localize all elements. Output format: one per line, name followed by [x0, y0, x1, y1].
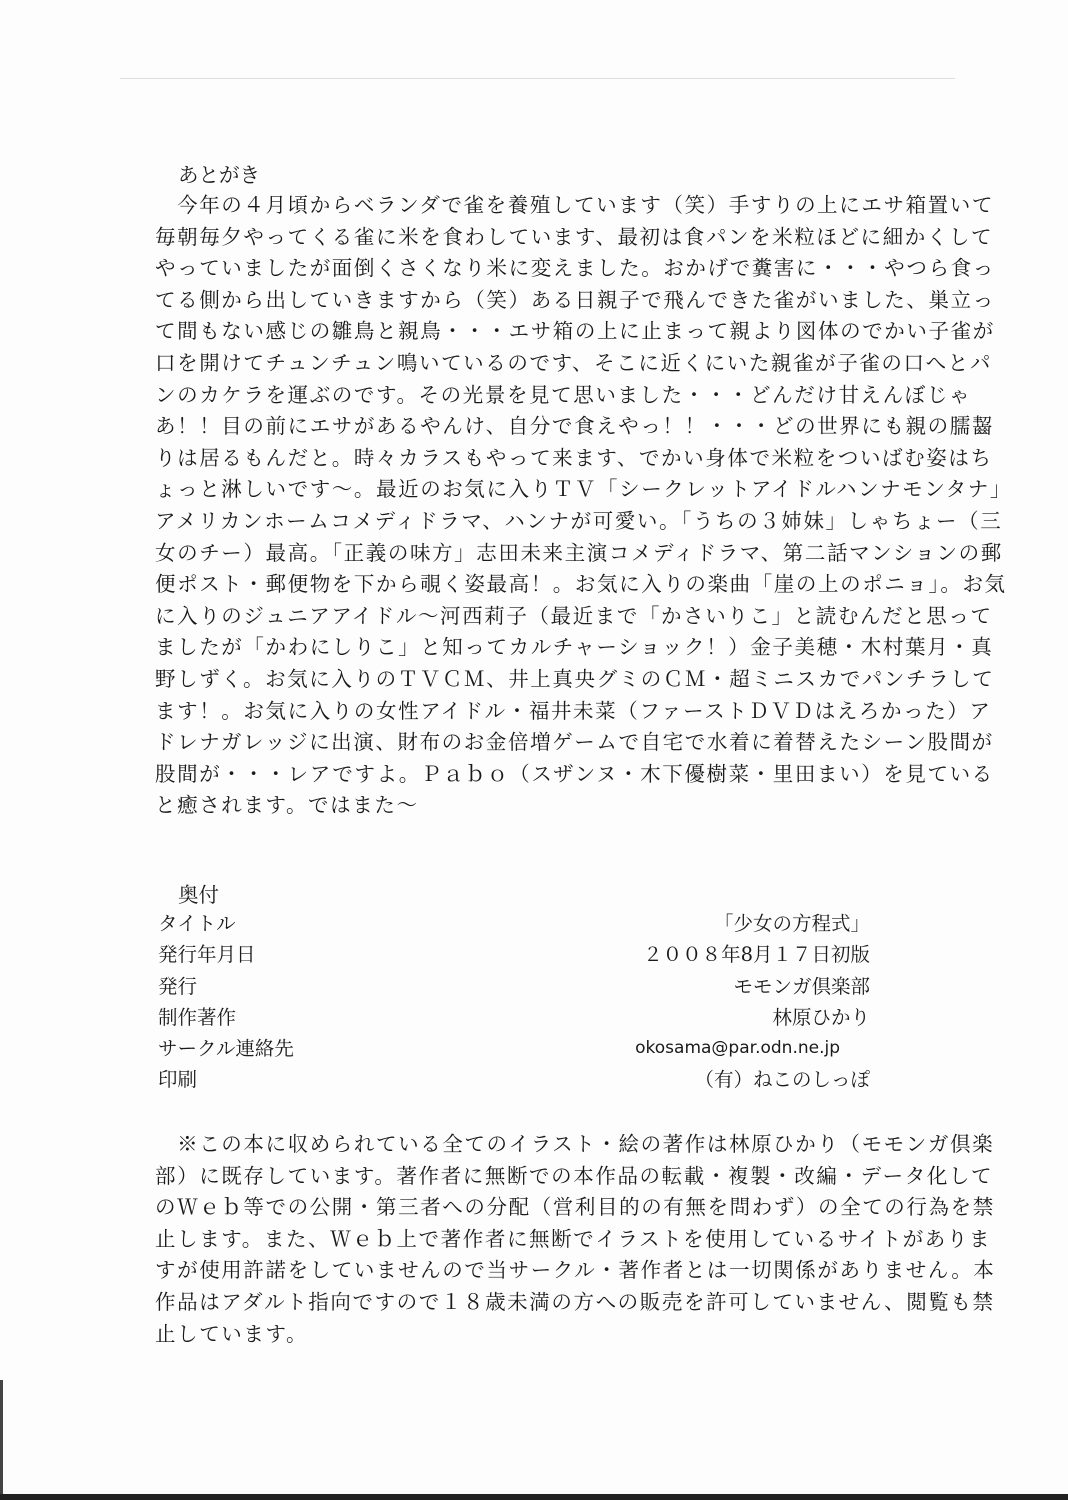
text-line: ドレナガレッジに出演、財布のお金倍増ゲームで自宅で水着に着替えたシーン股間が	[155, 730, 994, 755]
text-line: 女のチー）最高。「正義の味方」志田未来主演コメディドラマ、第二話マンションの郵	[155, 540, 1003, 565]
scan-edge-bottom	[0, 1494, 1068, 1500]
text-line: アメリカンホームコメディドラマ、ハンナが可愛い。「うちの３姉妹」しゃちょー（三	[155, 508, 1003, 533]
colophon-row	[158, 1033, 870, 1064]
text-line: 股間が・・・レアですよ。Ｐａｂｏ（スザンヌ・木下優樹菜・里田まい）を見ている	[155, 761, 994, 786]
copyright-notice	[155, 1129, 996, 1350]
afterword-title: あとがき	[178, 163, 260, 187]
colophon-label: 発行	[158, 974, 198, 998]
text-line: 止します。また、Ｗｅｂ上で著作者に無断でイラストを使用しているサイトがありま	[155, 1226, 992, 1251]
afterword-body	[155, 190, 1012, 822]
text-line: 今年の４月頃からベランダで雀を養殖しています（笑）手すりの上にエサ箱置いて	[155, 193, 994, 217]
text-line: て間もない感じの雛鳥と親鳥・・・エサ箱の上に止まって親より図体のでかい子雀が	[155, 319, 995, 344]
text-line: 部）に既存しています。著作者に無断での本作品の転載・複製・改編・データ化して	[155, 1163, 994, 1188]
colophon-row	[158, 908, 870, 939]
text-line: のＷｅｂ等での公開・第三者への分配（営利目的の有無を問わず）の全ての行為を禁	[155, 1195, 995, 1220]
colophon-label: タイトル	[158, 912, 236, 935]
top-divider	[120, 78, 955, 79]
text-line: と癒されます。ではまた～	[155, 793, 419, 818]
text-line: あ！！目の前にエサがあるやんけ、自分で食えやっ！！・・・どの世界にも親の臑齧	[155, 414, 994, 439]
text-line: 作品はアダルト指向ですので１８歳未満の方への販売を許可していません、閲覧も禁	[155, 1289, 995, 1314]
text-line: ましたが「かわにしりこ」と知ってカルチャーショック！）金子美穂・木村葉月・真	[155, 635, 994, 660]
text-line: てる側から出していきますから（笑）ある日親子で飛んできた雀がいました、巣立っ	[155, 287, 995, 312]
colophon-label: 制作著作	[158, 1005, 237, 1029]
colophon-value: okosama@par.odn.ne.jp	[635, 1038, 840, 1059]
text-line: 口を開けてチュンチュン鳴いているのです、そこに近くにいた親雀が子雀の口へとパ	[155, 350, 992, 375]
text-line: に入りのジュニアアイドル～河西莉子（最近まで「かさいりこ」と読むんだと思って	[155, 603, 993, 628]
colophon-title: 奥付	[178, 883, 219, 907]
text-line: 便ポスト・郵便物を下から覗く姿最高！。お気に入りの楽曲「崖の上のポニョ」。お気	[155, 572, 1007, 597]
text-line: 止しています。	[155, 1321, 309, 1346]
text-line: 毎朝毎夕やってくる雀に米を食わしています、最初は食パンを米粒ほどに細かくして	[155, 224, 994, 249]
text-line: ※この本に収められている全てのイラスト・絵の著作は林原ひかり（モモンガ倶楽	[155, 1132, 995, 1156]
colophon-label: 印刷	[158, 1068, 198, 1092]
colophon-value: モモンガ倶楽部	[733, 974, 870, 998]
colophon-table	[158, 908, 870, 1096]
colophon-value: （有）ねこのしっぽ	[694, 1068, 870, 1092]
colophon-value: 「少女の方程式」	[713, 912, 870, 935]
text-line: ンのカケラを運ぶのです。その光景を見て思いました・・・どんだけ甘えんぼじゃ	[155, 382, 972, 407]
colophon-row	[158, 1064, 870, 1095]
colophon-value: 林原ひかり	[772, 1005, 870, 1029]
text-line: 野しずく。お気に入りのＴＶＣＭ、井上真央グミのＣＭ・超ミニスカでパンチラして	[155, 666, 995, 691]
colophon-label: 発行年月日	[158, 943, 256, 967]
text-line: すが使用許諾をしていませんので当サークル・著作者とは一切関係がありません。本	[155, 1258, 996, 1283]
colophon-value: ２００８年8月１７日初版	[643, 943, 870, 967]
scan-edge	[0, 1380, 3, 1500]
text-line: ょっと淋しいです～。最近のお気に入りＴＶ「シークレットアイドルハンナモンタナ」	[155, 477, 1012, 502]
text-line: やっていましたが面倒くさくなり米に変えました。おかげで糞害に・・・やつら食っ	[155, 256, 995, 281]
text-line: りは居るもんだと。時々カラスもやって来ます、でかい身体で米粒をついばむ姿はち	[155, 445, 993, 470]
colophon-row	[158, 1002, 870, 1033]
text-line: ます！。お気に入りの女性アイドル・福井未菜（ファーストＤＶＤはえろかった）ア	[155, 698, 992, 723]
colophon-label: サークル連絡先	[158, 1037, 294, 1061]
colophon-row	[158, 939, 870, 970]
colophon-row	[158, 971, 870, 1002]
